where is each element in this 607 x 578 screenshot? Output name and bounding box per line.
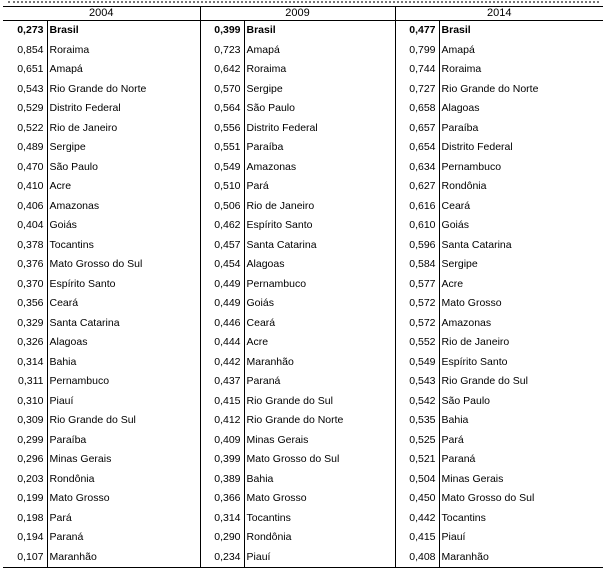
index-value: 0,194 [17, 531, 44, 543]
state-name: Minas Gerais [439, 470, 603, 490]
state-name: Minas Gerais [47, 450, 200, 470]
index-value: 0,462 [214, 219, 241, 231]
state-name: Alagoas [244, 255, 395, 275]
index-value: 0,376 [17, 258, 44, 270]
table-row [3, 138, 603, 158]
state-name: Rio Grande do Norte [439, 80, 603, 100]
state-name: Mato Grosso do Sul [47, 255, 200, 275]
index-value: 0,572 [409, 316, 436, 329]
index-value: 0,366 [214, 492, 241, 504]
state-name: Santa Catarina [439, 236, 603, 256]
state-name: Santa Catarina [244, 236, 395, 256]
state-name: Goiás [439, 216, 603, 236]
table-row [3, 333, 603, 353]
state-name: Santa Catarina [47, 314, 200, 334]
index-value: 0,542 [409, 394, 436, 407]
state-name: Alagoas [47, 333, 200, 353]
year-header-row [3, 7, 603, 21]
table-row [3, 60, 603, 80]
index-value: 0,504 [409, 472, 436, 485]
index-value: 0,549 [409, 355, 436, 368]
year-header-2004: 2004 [3, 7, 200, 21]
state-name: Bahia [47, 353, 200, 373]
index-value: 0,616 [409, 199, 436, 212]
state-name: Roraima [47, 41, 200, 61]
index-value: 0,314 [17, 355, 44, 368]
state-name: Tocantins [47, 236, 200, 256]
index-value: 0,370 [17, 277, 44, 290]
index-value: 0,658 [409, 102, 436, 114]
table-row [3, 255, 603, 275]
table-row [3, 509, 603, 529]
state-name: Acre [439, 275, 603, 295]
state-name: Bahia [244, 470, 395, 490]
state-name: Espírito Santo [439, 353, 603, 373]
state-name: Rio de Janeiro [439, 333, 603, 353]
index-value: 0,510 [214, 180, 241, 192]
state-name: Maranhão [439, 548, 603, 568]
state-name: São Paulo [47, 158, 200, 178]
state-name: Amapá [244, 41, 395, 61]
index-value: 0,310 [17, 394, 44, 407]
index-value: 0,657 [409, 121, 436, 134]
state-name: Paraíba [47, 431, 200, 451]
index-value: 0,290 [214, 531, 241, 543]
state-name: Mato Grosso [47, 489, 200, 509]
state-name: Sergipe [47, 138, 200, 158]
index-value: 0,489 [17, 141, 44, 153]
state-name: Amapá [439, 41, 603, 61]
state-name: Acre [47, 177, 200, 197]
index-value: 0,642 [214, 63, 241, 75]
state-name: Piauí [244, 548, 395, 568]
index-value: 0,744 [409, 63, 436, 75]
state-name: Acre [244, 333, 395, 353]
state-name: São Paulo [244, 99, 395, 119]
state-name: Pernambuco [439, 158, 603, 178]
state-name: Paraíba [439, 119, 603, 139]
index-value: 0,634 [409, 160, 436, 173]
index-value: 0,522 [17, 121, 44, 134]
state-name: Tocantins [244, 509, 395, 529]
state-name: Ceará [244, 314, 395, 334]
index-value: 0,378 [17, 238, 44, 251]
state-name: Amazonas [244, 158, 395, 178]
index-value: 0,311 [18, 375, 44, 387]
index-value: 0,596 [409, 238, 436, 251]
index-value: 0,273 [17, 24, 44, 36]
index-value: 0,521 [409, 453, 436, 465]
table-row [3, 197, 603, 217]
index-value: 0,570 [214, 82, 241, 95]
index-value: 0,727 [409, 82, 436, 95]
state-name: Brasil [244, 21, 395, 41]
index-value: 0,477 [409, 24, 436, 36]
state-name: Amazonas [47, 197, 200, 217]
state-name: Rio Grande do Sul [244, 392, 395, 412]
index-value: 0,406 [17, 199, 44, 212]
table-row [3, 294, 603, 314]
state-name: Pernambuco [244, 275, 395, 295]
table-row [3, 275, 603, 295]
index-value: 0,549 [214, 160, 241, 173]
table-row [3, 548, 603, 568]
state-name: Paraná [439, 450, 603, 470]
index-value: 0,410 [17, 180, 44, 192]
ranking-table [3, 6, 603, 568]
index-value: 0,454 [214, 258, 241, 270]
state-name: Pará [439, 431, 603, 451]
index-value: 0,437 [214, 375, 241, 387]
state-name: Tocantins [439, 509, 603, 529]
table-row [3, 392, 603, 412]
index-value: 0,399 [214, 24, 241, 36]
table-row [3, 41, 603, 61]
index-value: 0,329 [17, 316, 44, 329]
table-row [3, 372, 603, 392]
state-name: Rondônia [47, 470, 200, 490]
state-name: Paraná [244, 372, 395, 392]
state-name: Amazonas [439, 314, 603, 334]
state-name: Ceará [47, 294, 200, 314]
index-value: 0,572 [409, 297, 436, 309]
index-value: 0,799 [409, 43, 436, 56]
state-name: Goiás [244, 294, 395, 314]
index-value: 0,450 [409, 492, 436, 504]
index-value: 0,299 [17, 433, 44, 446]
table-row [3, 119, 603, 139]
index-value: 0,854 [17, 43, 44, 56]
index-value: 0,457 [214, 238, 241, 251]
index-value: 0,584 [409, 258, 436, 270]
state-name: Paraíba [244, 138, 395, 158]
state-name: Amapá [47, 60, 200, 80]
index-value: 0,442 [409, 511, 436, 524]
index-value: 0,552 [409, 336, 436, 348]
state-name: Rio Grande do Norte [47, 80, 200, 100]
state-name: Sergipe [244, 80, 395, 100]
index-value: 0,326 [17, 336, 44, 348]
table-row [3, 99, 603, 119]
state-name: Distrito Federal [244, 119, 395, 139]
table-row [3, 216, 603, 236]
index-value: 0,412 [214, 414, 241, 426]
index-value: 0,203 [17, 472, 44, 485]
table-body [3, 21, 603, 568]
index-value: 0,198 [17, 511, 44, 524]
index-value: 0,444 [214, 336, 241, 348]
state-name: Goiás [47, 216, 200, 236]
table-row [3, 431, 603, 451]
state-name: Mato Grosso [244, 489, 395, 509]
index-value: 0,564 [214, 102, 241, 114]
state-name: Mato Grosso do Sul [439, 489, 603, 509]
state-name: Distrito Federal [439, 138, 603, 158]
state-name: Rio Grande do Sul [439, 372, 603, 392]
index-value: 0,404 [17, 219, 44, 231]
table-row [3, 314, 603, 334]
state-name: Roraima [439, 60, 603, 80]
index-value: 0,723 [214, 43, 241, 56]
index-value: 0,449 [214, 297, 241, 309]
table-row [3, 158, 603, 178]
index-value: 0,577 [409, 277, 436, 290]
index-value: 0,556 [214, 121, 241, 134]
index-value: 0,543 [409, 375, 436, 387]
state-name: Maranhão [47, 548, 200, 568]
index-value: 0,442 [214, 355, 241, 368]
state-name: Paraná [47, 528, 200, 548]
state-name: Alagoas [439, 99, 603, 119]
index-value: 0,525 [409, 433, 436, 446]
index-value: 0,627 [409, 180, 436, 192]
index-value: 0,234 [200, 548, 244, 568]
state-name: Ceará [439, 197, 603, 217]
index-value: 0,199 [17, 492, 44, 504]
index-value: 0,610 [409, 219, 436, 231]
state-name: Minas Gerais [244, 431, 395, 451]
index-value: 0,446 [214, 316, 241, 329]
index-value: 0,415 [409, 531, 436, 543]
state-name: Distrito Federal [47, 99, 200, 119]
state-name: Pará [47, 509, 200, 529]
state-name: Pernambuco [47, 372, 200, 392]
state-name: Mato Grosso do Sul [244, 450, 395, 470]
table-row [3, 80, 603, 100]
table-row [3, 236, 603, 256]
state-name: Rondônia [439, 177, 603, 197]
index-value: 0,314 [214, 511, 241, 524]
state-name: São Paulo [439, 392, 603, 412]
table-row [3, 411, 603, 431]
state-name: Rio Grande do Sul [47, 411, 200, 431]
table-row [3, 353, 603, 373]
state-name: Espírito Santo [244, 216, 395, 236]
state-name: Bahia [439, 411, 603, 431]
index-value: 0,107 [3, 548, 47, 568]
state-name: Piauí [439, 528, 603, 548]
index-value: 0,551 [214, 141, 241, 153]
state-name: Brasil [47, 21, 200, 41]
table-row [3, 489, 603, 509]
state-name: Rondônia [244, 528, 395, 548]
index-value: 0,449 [214, 277, 241, 290]
state-name: Maranhão [244, 353, 395, 373]
table-row [3, 528, 603, 548]
index-value: 0,399 [214, 453, 241, 465]
index-value: 0,529 [17, 102, 44, 114]
table-row [3, 177, 603, 197]
state-name: Brasil [439, 21, 603, 41]
index-value: 0,470 [17, 160, 44, 173]
year-header-2014: 2014 [395, 7, 603, 21]
index-value: 0,309 [17, 414, 44, 426]
index-value: 0,415 [214, 394, 241, 407]
state-name: Sergipe [439, 255, 603, 275]
index-value: 0,543 [17, 82, 44, 95]
state-name: Roraima [244, 60, 395, 80]
index-value: 0,409 [214, 433, 241, 446]
index-value: 0,356 [17, 297, 44, 309]
index-value: 0,506 [214, 199, 241, 212]
state-name: Rio Grande do Norte [244, 411, 395, 431]
index-value: 0,535 [409, 414, 436, 426]
cropped-top-edge [0, 0, 607, 4]
index-value: 0,389 [214, 472, 241, 485]
state-name: Pará [244, 177, 395, 197]
index-value: 0,654 [409, 141, 436, 153]
table-row [3, 450, 603, 470]
index-value: 0,651 [17, 63, 44, 75]
state-name: Espírito Santo [47, 275, 200, 295]
index-value: 0,296 [17, 453, 44, 465]
index-value: 0,408 [395, 548, 439, 568]
table-row [3, 21, 603, 41]
state-name: Rio de Janeiro [47, 119, 200, 139]
state-name: Mato Grosso [439, 294, 603, 314]
table-row [3, 470, 603, 490]
state-name: Rio de Janeiro [244, 197, 395, 217]
year-header-2009: 2009 [200, 7, 395, 21]
state-name: Piauí [47, 392, 200, 412]
